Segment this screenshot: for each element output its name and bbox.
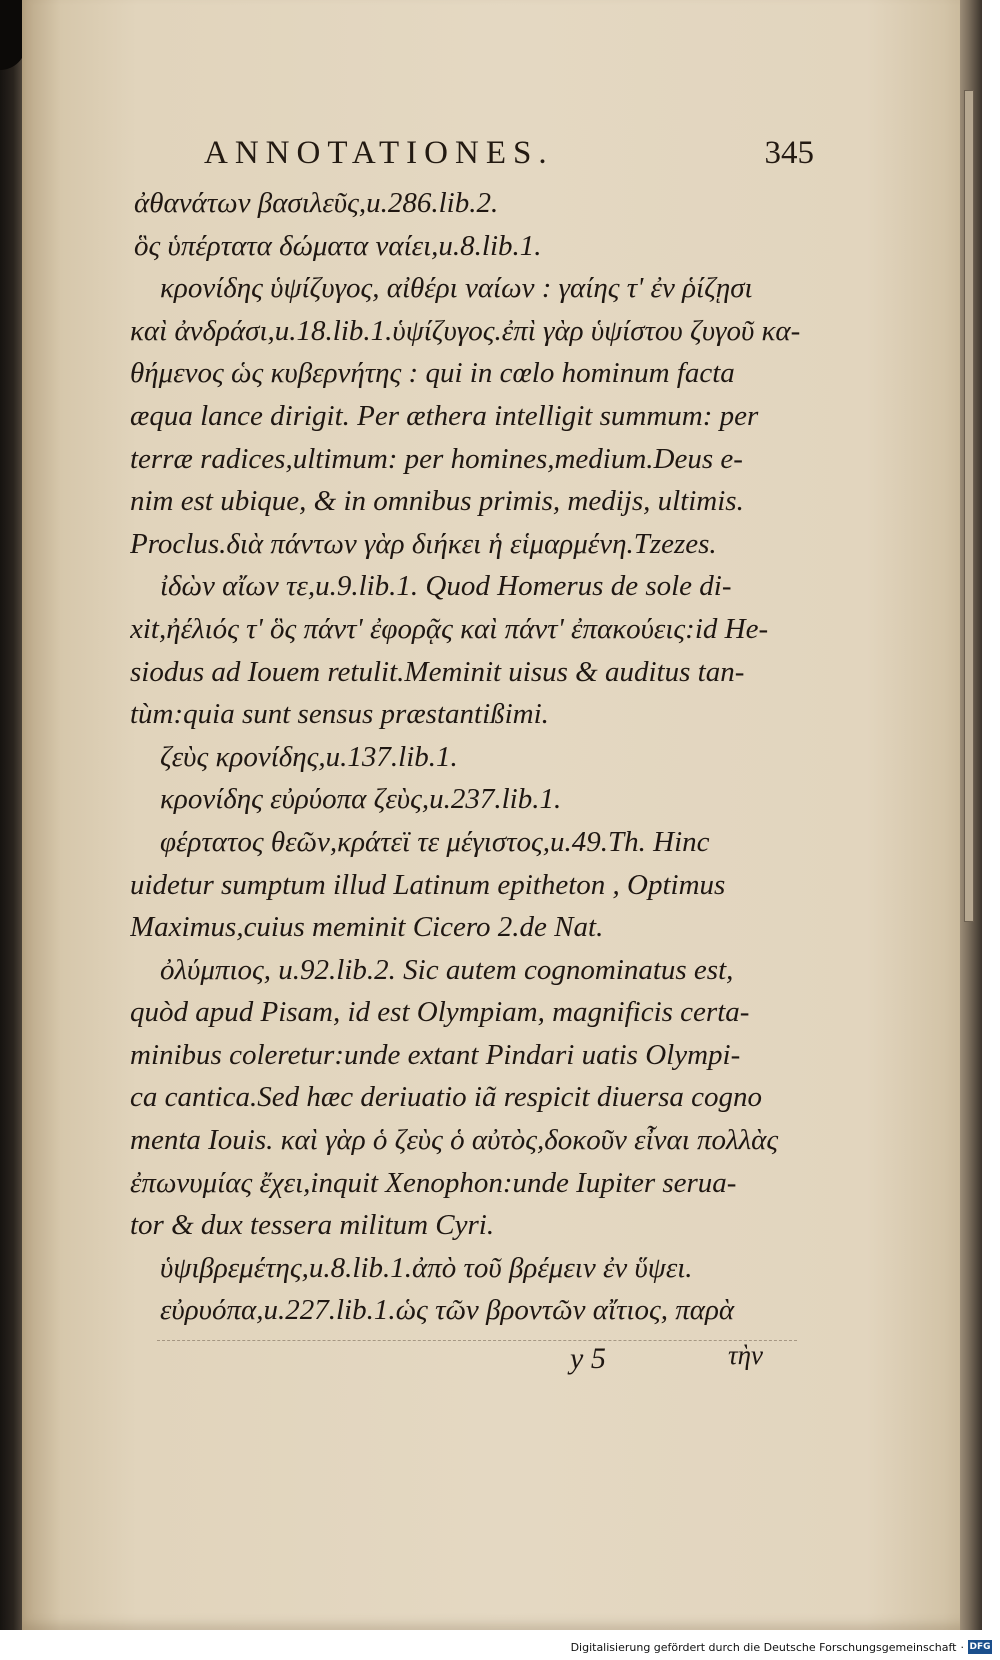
text-line: ἀθανάτων βασιλεῦς,u.286.lib.2. <box>134 187 499 219</box>
text-line: κρονίδης ὑψίζυγος, αἰθέρι ναίων : γαίης τ' ἐν ῥίζῃσι <box>160 272 753 305</box>
text-line: nim est ubique, & in omnibus primis, medijs, ultimis. <box>130 485 744 518</box>
text-line: tùm:quia sunt sensus præstantißimi. <box>130 698 549 731</box>
digitization-credit: Digitalisierung gefördert durch die Deutsche Forschungsgemeinschaft · DFG <box>569 1636 994 1658</box>
text-line: tor & dux tessera militum Cyri. <box>130 1209 495 1242</box>
text-line: ζεὺς κρονίδης,u.137.lib.1. <box>160 740 458 773</box>
footer-rule <box>157 1340 797 1341</box>
text-line: κρονίδης εὐρύοπα ζεὺς,u.237.lib.1. <box>160 783 562 816</box>
margin-handwriting <box>26 970 60 1120</box>
text-line: minibus coleretur:unde extant Pindari uatis Olympi- <box>130 1038 741 1071</box>
credit-text: Digitalisierung gefördert durch die Deutsche Forschungsgemeinschaft <box>570 1640 957 1654</box>
margin-handwriting <box>26 560 60 670</box>
text-line: ἰδὼν αἴων τε,u.9.lib.1. Quod Homerus de sole di- <box>160 570 732 603</box>
text-line: Proclus.διὰ πάντων γὰρ διήκει ἡ εἱμαρμένη.Tzezes. <box>130 527 717 560</box>
running-head: ANNOTATIONES. <box>204 135 554 171</box>
text-line: φέρτατος θεῶν,κράτεϊ τε μέγιστος,u.49.Th. Hinc <box>160 825 710 858</box>
page-edge-tab <box>964 90 974 922</box>
text-line: εὐρυόπα,u.227.lib.1.ὡς τῶν βροντῶν αἴτιος, παρὰ <box>160 1294 735 1327</box>
text-line: ca cantica.Sed hæc deriuatio iã respicit diuersa cogno <box>130 1081 762 1114</box>
text-line: ὑψιβρεμέτης,u.8.lib.1.ἀπὸ τοῦ βρέμειν ἐν ὕψει. <box>160 1251 693 1284</box>
paper-page <box>22 0 982 1630</box>
text-line: ὃς ὑπέρτατα δώματα ναίει,u.8.lib.1. <box>134 229 542 262</box>
page-header <box>204 135 814 179</box>
signature-mark: y 5 <box>570 1342 606 1375</box>
text-line: xit,ἠέλιός τ' ὃς πάντ' ἐφορᾷς καὶ πάντ' ἐπακούεις:id He- <box>130 612 769 645</box>
text-line: καὶ ἀνδράσι,u.18.lib.1.ὑψίζυγος.ἐπὶ γὰρ ὑψίστου ζυγοῦ κα- <box>130 314 801 347</box>
margin-handwriting <box>26 1360 60 1420</box>
text-line: ἐπωνυμίας ἔχει,inquit Xenophon:unde Iupiter serua- <box>130 1166 737 1199</box>
body-text <box>130 182 802 1332</box>
text-line: æqua lance dirigit. Per æthera intelligit summum: per <box>130 399 759 432</box>
text-line: menta Iouis. καὶ γὰρ ὁ ζεὺς ὁ αὐτὸς,δοκοῦν εἶναι πολλὰς <box>130 1124 779 1157</box>
page-number: 345 <box>764 135 814 171</box>
text-line: quòd apud Pisam, id est Olympiam, magnificis certa- <box>130 996 750 1029</box>
text-line: θήμενος ὡς κυβερνήτης : qui in cœlo hominum facta <box>130 357 735 390</box>
dfg-logo-icon: DFG <box>969 1642 991 1652</box>
margin-handwriting <box>26 360 60 480</box>
text-line: ὀλύμπιος, u.92.lib.2. Sic autem cognominatus est, <box>160 953 734 986</box>
text-line: terræ radices,ultimum: per homines,medium.Deus e- <box>130 442 743 475</box>
text-line: uidetur sumptum illud Latinum epitheton , Optimus <box>130 868 726 901</box>
margin-handwriting <box>26 1180 60 1260</box>
catchword: τὴν <box>728 1340 764 1370</box>
text-line: Maximus,cuius meminit Cicero 2.de Nat. <box>130 911 604 944</box>
text-line: siodus ad Iouem retulit.Meminit uisus & auditus tan- <box>130 655 745 688</box>
